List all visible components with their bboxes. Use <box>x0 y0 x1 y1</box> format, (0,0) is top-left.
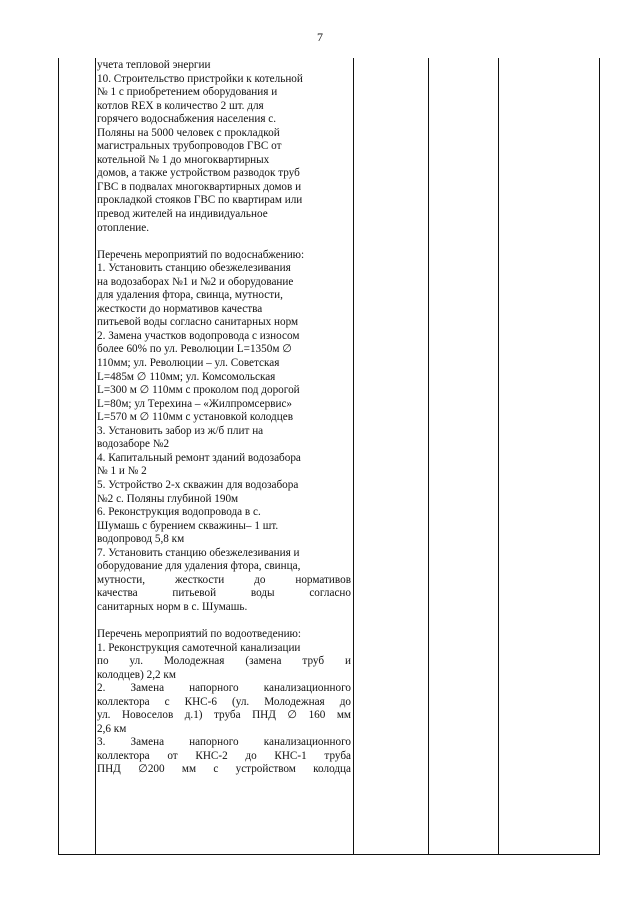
sewer-line: коллектора от КНС-2 до КНС-1 труба <box>97 749 351 762</box>
water-supply-line: 110мм; ул. Революции – ул. Советская <box>97 357 280 370</box>
heat-item-line: магистральных трубопроводов ГВС от <box>97 140 282 153</box>
sewer-line: 2. Замена напорного канализационного <box>97 682 351 695</box>
water-supply-line: для удаления фтора, свинца, мутности, <box>97 289 283 302</box>
heat-item-line: домов, а также устройством разводок труб <box>97 167 300 180</box>
water-supply-line: 7. Установить станцию обезжелезивания и <box>97 546 300 559</box>
water-supply-line: 5. Устройство 2-х скважин для водозабора <box>97 478 299 491</box>
sewer-line: 3. Замена напорного канализационного <box>97 736 351 749</box>
water-supply-line: на водозаборах №1 и №2 и оборудование <box>97 275 294 288</box>
sewer-heading: Перечень мероприятий по водоотведению: <box>97 627 302 640</box>
water-supply-line: L=570 м ∅ 110мм с установкой колодцев <box>97 411 293 424</box>
table-border-right <box>599 58 600 854</box>
water-supply-line: 2. Замена участков водопровода с износом <box>97 329 300 342</box>
water-supply-line: 3. Установить забор из ж/б плит на <box>97 424 264 437</box>
carryover-line: учета тепловой энергии <box>97 59 211 71</box>
heat-item-line: превод жителей на индивидуальное <box>97 208 268 221</box>
sewer-line: колодцев) 2,2 км <box>97 668 176 681</box>
water-supply-line: №2 с. Поляны глубиной 190м <box>97 492 239 505</box>
heat-item-line: ГВС в подвалах многоквартирных домов и <box>97 180 302 193</box>
paragraph-gap <box>97 614 351 628</box>
water-supply-line: L=300 м ∅ 110мм с проколом под дорогой <box>97 384 300 397</box>
table-column-divider <box>353 58 354 854</box>
table-column-divider <box>95 58 96 854</box>
sewer-line: 1. Реконструкция самотечной канализации <box>97 641 301 654</box>
water-supply-line: питьевой воды согласно санитарных норм <box>97 316 299 329</box>
water-supply-line: мутности, жесткости до нормативов <box>97 573 351 586</box>
water-supply-line: водозаборе №2 <box>97 438 170 451</box>
sewer-line: по ул. Молодежная (замена труб и <box>97 655 351 668</box>
page-number: 7 <box>317 30 323 44</box>
water-supply-line: L=80м; ул Терехина – «Жилпромсервис» <box>97 397 293 410</box>
heat-item-line: отопление. <box>97 221 150 234</box>
water-supply-line: Шумашь с бурением скважины– 1 шт. <box>97 519 279 532</box>
water-supply-line: 1. Установить станцию обезжелезивания <box>97 262 291 275</box>
water-supply-line: оборудование для удаления фтора, свинца, <box>97 560 301 573</box>
water-supply-line: водопровод 5,8 км <box>97 533 185 546</box>
heat-item-line: котельной № 1 до многоквартирных <box>97 153 270 166</box>
heat-item-line: прокладкой стояков ГВС по квартирам или <box>97 194 303 207</box>
heat-item-line: горячего водоснабжения населения с. <box>97 113 277 126</box>
water-supply-line: 6. Реконструкция водопровода в с. <box>97 506 261 519</box>
heat-item-line: Поляны на 5000 человек с прокладкой <box>97 126 280 139</box>
water-supply-line: более 60% по ул. Революции L=1350м ∅ <box>97 343 292 356</box>
table-border-left <box>58 58 59 854</box>
heat-item-line: 10. Строительство пристройки к котельной <box>97 72 303 85</box>
water-supply-line: 4. Капитальный ремонт зданий водозабора <box>97 451 301 464</box>
sewer-line: ул. Новоселов д.1) труба ПНД ∅ 160 мм <box>97 709 351 722</box>
water-supply-line: жесткости до нормативов качества <box>97 302 263 315</box>
heat-item-line: котлов REX в количество 2 шт. для <box>97 99 264 112</box>
water-supply-line: № 1 и № 2 <box>97 465 147 478</box>
sewer-line: ПНД ∅200 мм с устройством колодца <box>97 763 351 776</box>
measures-description-cell <box>97 59 351 777</box>
sewer-line: коллектора с КНС-6 (ул. Молодежная до <box>97 695 351 708</box>
paragraph-gap <box>97 235 351 249</box>
water-supply-line: качества питьевой воды согласно <box>97 587 351 600</box>
water-supply-heading: Перечень мероприятий по водоснабжению: <box>97 248 305 261</box>
water-supply-line: L=485м ∅ 110мм; ул. Комсомольская <box>97 370 276 383</box>
water-supply-line: санитарных норм в с. Шумашь. <box>97 600 248 613</box>
heat-item-line: № 1 с приобретением оборудования и <box>97 86 278 99</box>
measures-table <box>58 58 600 855</box>
table-column-divider <box>498 58 499 854</box>
table-column-divider <box>428 58 429 854</box>
sewer-line: 2,6 км <box>97 722 127 735</box>
